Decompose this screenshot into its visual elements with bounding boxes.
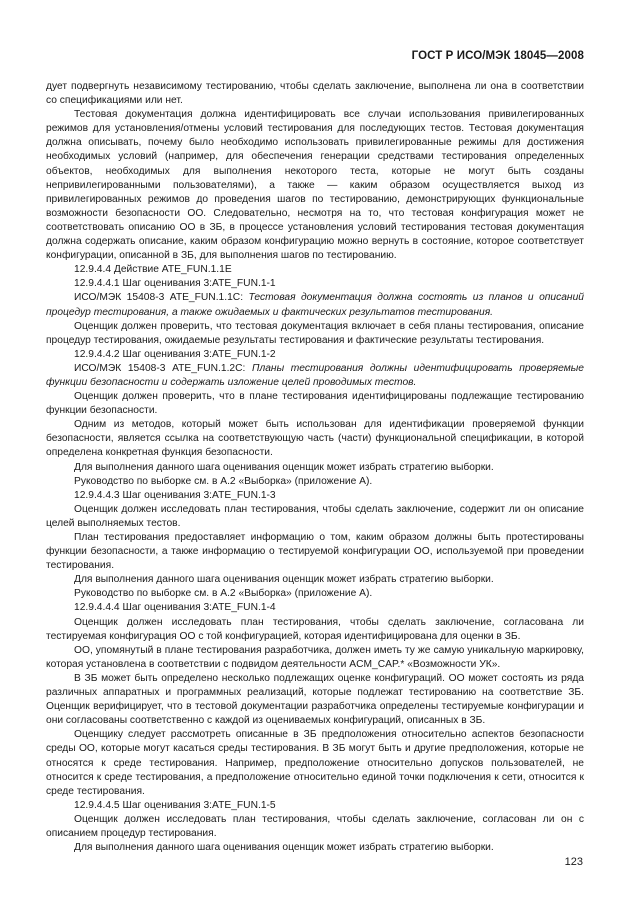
requirement-text: Планы тестирования должны идентифицировать проверяемые функции безопасности и содержать изложение целей проводимых тестов. [46, 362, 584, 388]
paragraph: В ЗБ может быть определено несколько подлежащих оценке конфигураций. ОО может состоять из ряда различных аппаратных и программных реализаций, которые подлежат тестированию на соответствие ЗБ. Оценщик верифицирует, что в тестовой документации разработчика определены тестируемые конфигурации и они согласованы соответственно с каждой из оцениваемых конфигураций, описанных в ЗБ. [46, 672, 584, 727]
paragraph: Тестовая документация должна идентифицировать все случаи использования привилегированных режимов для установления/отмены условий тестирования для последующих тестов. Тестовая документация должна описывать, почему было необходимо использовать привилегированные режимы для достижения необходимых условий (например, для обеспечения генерации средствами тестирования определенных объектов, необходимых для выполнения некоторого теста, которые не могут быть созданы непривилегированными пользователями), а также — каким образом осуществляется выход из привилегированных режимов до проведения шагов по тестированию, демонстрирующих функциональные возможности безопасности ОО. Следовательно, несмотря на то, что тестовая конфигурация может не соответствовать описанию ОО в ЗБ, в процессе установления условий тестирования тестовая документация должна содержать описание, каким образом конфигурацию можно вернуть в состояние, которое соответствует конфигурации, описанной в ЗБ, для выполнения шагов по тестированию. [46, 109, 584, 262]
requirement-ref: ИСО/МЭК 15408-3 ATE_FUN.1.2C: [74, 362, 253, 374]
paragraph: Оценщик должен исследовать план тестирования, чтобы сделать заключение, согласован ли он с описанием процедур тестирования. [46, 813, 584, 839]
paragraph: Руководство по выборке см. в А.2 «Выборка» (приложение А). [74, 588, 373, 600]
paragraph: Оценщик должен проверить, что тестовая документация включает в себя планы тестирования, описание процедур тестирования, ожидаемые результаты тестирования и фактические результаты тестирования. [46, 320, 584, 346]
requirement-text: Тестовая документация должна состоять из планов и описаний процедур тестирования, а также ожидаемых и фактических результатов тестирования. [46, 292, 584, 318]
paragraph: Одним из методов, который может быть использован для идентификации проверяемой функции безопасности, является ссылка на соответствующую часть (части) функциональной спецификации, в которой определена конкретная функция безопасности. [46, 419, 584, 459]
paragraph: Для выполнения данного шага оценивания оценщик может избрать стратегию выборки. [74, 842, 494, 854]
paragraph: Оценщик должен исследовать план тестирования, чтобы сделать заключение, согласована ли тестируемая конфигурация ОО с той конфигурацией, которая идентифицирована для оценки в ЗБ. [46, 616, 584, 642]
section-heading: 12.9.4.4 Действие ATE_FUN.1.1E [74, 264, 232, 276]
page-number: 123 [564, 856, 583, 868]
paragraph: ОО, упомянутый в плане тестирования разработчика, должен иметь ту же самую уникальную маркировку, которая установлена в соответствии с подвидом деятельности ACM_CAP.* «Возможности УК». [46, 644, 584, 670]
paragraph: Руководство по выборке см. в А.2 «Выборка» (приложение А). [74, 475, 373, 487]
paragraph: Оценщик должен исследовать план тестирования, чтобы сделать заключение, содержит ли он описание целей выполняемых тестов. [46, 503, 584, 529]
section-heading: 12.9.4.4.3 Шаг оценивания 3:ATE_FUN.1-3 [74, 489, 276, 501]
section-heading: 12.9.4.4.1 Шаг оценивания 3:ATE_FUN.1-1 [74, 278, 276, 290]
requirement-ref: ИСО/МЭК 15408-3 ATE_FUN.1.1C: [74, 292, 249, 304]
paragraph: Для выполнения данного шага оценивания оценщик может избрать стратегию выборки. [74, 461, 494, 473]
page-header: ГОСТ Р ИСО/МЭК 18045—2008 [411, 50, 584, 62]
section-heading: 12.9.4.4.2 Шаг оценивания 3:ATE_FUN.1-2 [74, 348, 276, 360]
paragraph: Оценщик должен проверить, что в плане тестирования идентифицированы подлежащие тестированию функции безопасности. [46, 391, 584, 417]
paragraph: дует подвергнуть независимому тестированию, чтобы сделать заключение, выполнена ли она в соответствии со спецификациями или нет. [46, 81, 584, 107]
section-heading: 12.9.4.4.5 Шаг оценивания 3:ATE_FUN.1-5 [74, 799, 276, 811]
section-heading: 12.9.4.4.4 Шаг оценивания 3:ATE_FUN.1-4 [74, 602, 276, 614]
paragraph: Оценщику следует рассмотреть описанные в ЗБ предположения относительно аспектов безопасности среды ОО, которые могут касаться среды тестирования. В ЗБ могут быть и другие предположения, которые не относятся к среде тестирования. Например, предположение относительно допусков пользователей, не относится к среде тестирования, а предположение относительно единой точки подключения к сети, относится к среде тестирования. [46, 729, 584, 797]
paragraph [46, 362, 584, 390]
paragraph [46, 291, 584, 319]
document-body [46, 80, 584, 855]
paragraph: План тестирования предоставляет информацию о том, каким образом должны быть протестированы функции безопасности, а также информацию о тестируемой конфигурации ОО, используемой при проведении тестирования. [46, 532, 584, 572]
paragraph: Для выполнения данного шага оценивания оценщик может избрать стратегию выборки. [74, 574, 494, 586]
